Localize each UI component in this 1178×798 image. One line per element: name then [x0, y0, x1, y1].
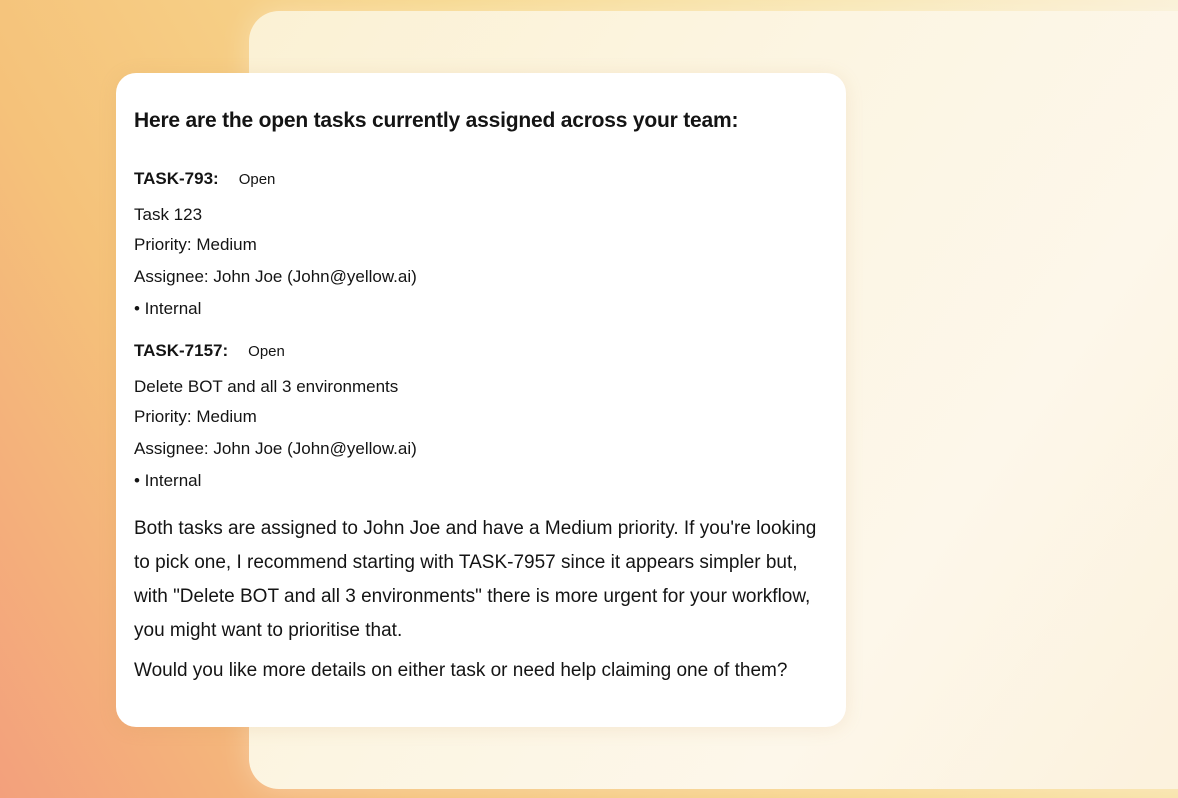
message-question: Would you like more details on either task or need help claiming one of them? — [134, 660, 788, 681]
task-status-badge: Open — [248, 343, 285, 360]
task-status-badge: Open — [238, 171, 276, 188]
message-summary: Both tasks are assigned to John Joe and have a Medium priority. If you're looking to pick one, I recommend starting with TASK-7957 since it appears simpler but, with "Delete BOT and all 3 environments" there is more urgent for your workflow, you might want to prioritise that. — [134, 518, 817, 641]
task-tag: • Internal — [134, 299, 202, 318]
task-title: Delete BOT and all 3 environments — [134, 377, 399, 396]
task-title: Task 123 — [134, 205, 203, 224]
task-tag: • Internal — [134, 471, 202, 490]
task-priority: Priority: Medium — [134, 235, 257, 254]
task-id: TASK-7157: — [134, 341, 229, 360]
task-priority: Priority: Medium — [134, 407, 257, 426]
task-assignee: Assignee: John Joe (John@yellow.ai) — [134, 439, 417, 458]
task-item — [134, 169, 417, 325]
chat-message-card — [116, 73, 846, 727]
message-intro: Here are the open tasks currently assigned across your team: — [134, 109, 739, 132]
task-assignee: Assignee: John Joe (John@yellow.ai) — [134, 267, 417, 286]
task-item — [134, 341, 417, 497]
task-id: TASK-793: — [134, 169, 219, 188]
